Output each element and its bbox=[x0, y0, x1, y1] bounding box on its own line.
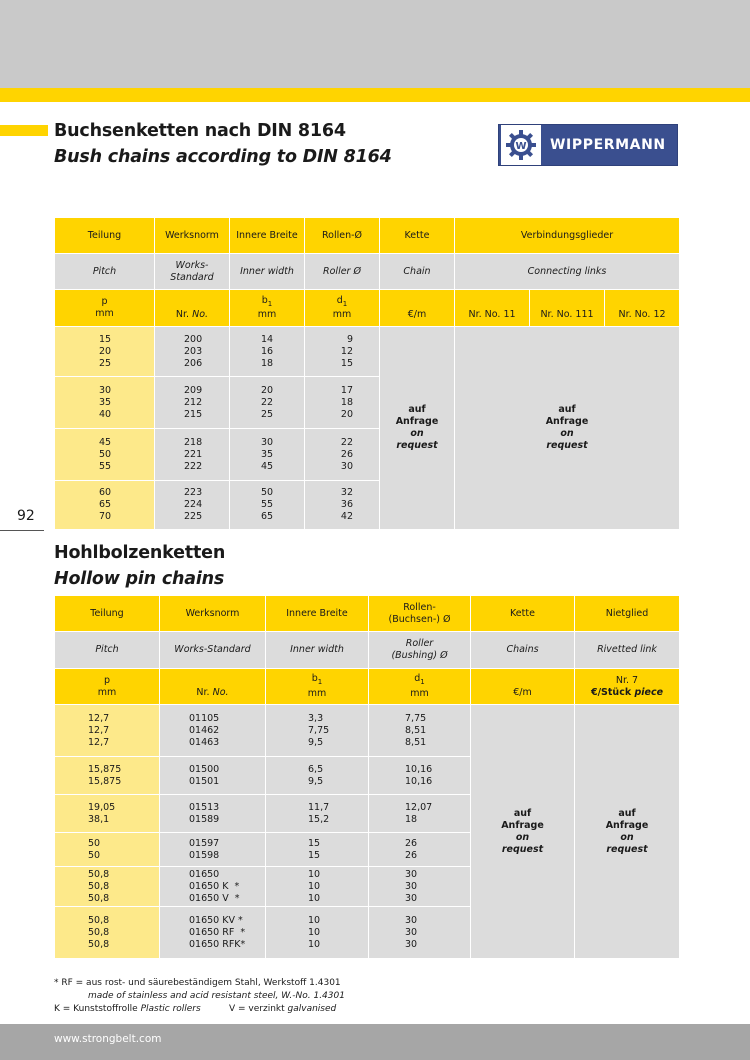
col-header: Inner width bbox=[266, 632, 369, 669]
top-yellow-bar bbox=[0, 88, 750, 102]
unit-link-111: Nr. No. 111 bbox=[530, 290, 605, 327]
wippermann-logo bbox=[498, 124, 678, 166]
col-header: Werksnorm bbox=[155, 218, 230, 254]
roller-cell: 12,07 18 bbox=[369, 795, 471, 833]
roller-cell: 22 26 30 bbox=[305, 429, 380, 481]
section2-title-en: Hollow pin chains bbox=[54, 569, 225, 589]
col-header: Roller (Bushing) Ø bbox=[369, 632, 471, 669]
footnote-line-1: * RF = aus rost- und säurebeständigem Stahl, Werkstoff 1.4301 bbox=[54, 978, 341, 988]
footnote-line-2: made of stainless and acid resistant steel, W.-No. 1.4301 bbox=[88, 991, 345, 1001]
width-cell: 14 16 18 bbox=[230, 327, 305, 377]
col-header: Kette bbox=[380, 218, 455, 254]
works-cell: 01513 01589 bbox=[160, 795, 266, 833]
unit-row bbox=[55, 290, 680, 327]
col-header: Werksnorm bbox=[160, 596, 266, 632]
col-header: Pitch bbox=[55, 254, 155, 290]
works-cell: 01650 KV * 01650 RF * 01650 RFK* bbox=[160, 907, 266, 959]
header-row-de bbox=[55, 596, 680, 632]
works-cell: 200 203 206 bbox=[155, 327, 230, 377]
pitch-cell: 50,8 50,8 50,8 bbox=[55, 867, 160, 907]
col-header: Chain bbox=[380, 254, 455, 290]
unit-pitch: p mm bbox=[55, 669, 160, 705]
width-cell: 30 35 45 bbox=[230, 429, 305, 481]
pitch-cell: 45 50 55 bbox=[55, 429, 155, 481]
header-row-en bbox=[55, 632, 680, 669]
col-header: Works-Standard bbox=[160, 632, 266, 669]
col-header: Rollen- (Buchsen-) Ø bbox=[369, 596, 471, 632]
title-marker bbox=[0, 125, 48, 136]
works-cell: 01597 01598 bbox=[160, 833, 266, 867]
width-cell: 11,7 15,2 bbox=[266, 795, 369, 833]
bush-chain-table bbox=[54, 217, 680, 530]
works-cell: 01105 01462 01463 bbox=[160, 705, 266, 757]
section2-title-de: Hohlbolzenketten bbox=[54, 543, 226, 563]
pitch-cell: 15,875 15,875 bbox=[55, 757, 160, 795]
footnote-line-3b: V = verzinkt galvanised bbox=[229, 1004, 337, 1014]
logo-text: WIPPERMANN bbox=[550, 137, 666, 153]
pitch-cell: 50,8 50,8 50,8 bbox=[55, 907, 160, 959]
col-header: Rollen-Ø bbox=[305, 218, 380, 254]
col-header: Roller Ø bbox=[305, 254, 380, 290]
works-cell: 01500 01501 bbox=[160, 757, 266, 795]
unit-link-11: Nr. No. 11 bbox=[455, 290, 530, 327]
unit-works: Nr. No. bbox=[160, 669, 266, 705]
pitch-cell: 60 65 70 bbox=[55, 481, 155, 530]
logo-emblem-letter: W bbox=[515, 141, 527, 152]
on-request-cell: auf Anfrage on request bbox=[471, 705, 575, 959]
roller-cell: 17 18 20 bbox=[305, 377, 380, 429]
on-request-cell: auf Anfrage on request bbox=[575, 705, 680, 959]
width-cell: 20 22 25 bbox=[230, 377, 305, 429]
unit-roller: $d_1$ mm bbox=[369, 669, 471, 705]
header-row-en bbox=[55, 254, 680, 290]
unit-width: $b_1$ mm bbox=[266, 669, 369, 705]
width-cell: 3,3 7,75 9,5 bbox=[266, 705, 369, 757]
hollow-pin-chain-table bbox=[54, 595, 680, 959]
works-cell: 218 221 222 bbox=[155, 429, 230, 481]
col-header: Pitch bbox=[55, 632, 160, 669]
works-standard-label: Works- Standard bbox=[170, 259, 214, 283]
works-cell: 223 224 225 bbox=[155, 481, 230, 530]
roller-cell: 7,75 8,51 8,51 bbox=[369, 705, 471, 757]
roller-cell: 10,16 10,16 bbox=[369, 757, 471, 795]
unit-works: Nr. No. bbox=[155, 290, 230, 327]
table-row bbox=[55, 327, 680, 377]
top-gray-band bbox=[0, 0, 750, 88]
pitch-cell: 50 50 bbox=[55, 833, 160, 867]
section1-title-de: Buchsenketten nach DIN 8164 bbox=[54, 121, 346, 141]
footer-url: www.strongbelt.com bbox=[54, 1033, 162, 1045]
page-number: 92 bbox=[17, 508, 35, 524]
unit-row bbox=[55, 669, 680, 705]
col-header: Teilung bbox=[55, 596, 160, 632]
unit-roller: $d_1$ mm bbox=[305, 290, 380, 327]
table-row bbox=[55, 705, 680, 757]
col-header: Nietglied bbox=[575, 596, 680, 632]
width-cell: 6,5 9,5 bbox=[266, 757, 369, 795]
col-header bbox=[155, 254, 230, 290]
pitch-cell: 30 35 40 bbox=[55, 377, 155, 429]
unit-link: Nr. 7 €/Stück piece bbox=[575, 669, 680, 705]
works-cell: 01650 01650 K * 01650 V * bbox=[160, 867, 266, 907]
width-cell: 10 10 10 bbox=[266, 907, 369, 959]
unit-link-12: Nr. No. 12 bbox=[605, 290, 680, 327]
pitch-cell: 15 20 25 bbox=[55, 327, 155, 377]
footnote-line-3: K = Kunststoffrolle Plastic rollers bbox=[54, 1004, 201, 1014]
col-header: Innere Breite bbox=[266, 596, 369, 632]
works-cell: 209 212 215 bbox=[155, 377, 230, 429]
pitch-cell: 12,7 12,7 12,7 bbox=[55, 705, 160, 757]
col-header: Rivetted link bbox=[575, 632, 680, 669]
roller-cell: 26 26 bbox=[369, 833, 471, 867]
unit-pitch: p mm bbox=[55, 290, 155, 327]
roller-cell: 32 36 42 bbox=[305, 481, 380, 530]
roller-cell: 9 12 15 bbox=[305, 327, 380, 377]
page-number-rule bbox=[0, 530, 44, 531]
header-row-de bbox=[55, 218, 680, 254]
width-cell: 10 10 10 bbox=[266, 867, 369, 907]
col-header: Chains bbox=[471, 632, 575, 669]
col-header: Innere Breite bbox=[230, 218, 305, 254]
col-header: Kette bbox=[471, 596, 575, 632]
col-header: Inner width bbox=[230, 254, 305, 290]
roller-cell: 30 30 30 bbox=[369, 867, 471, 907]
unit-width: $b_1$ mm bbox=[230, 290, 305, 327]
col-header: Teilung bbox=[55, 218, 155, 254]
on-request-cell: auf Anfrage on request bbox=[380, 327, 455, 530]
on-request-cell: auf Anfrage on request bbox=[455, 327, 680, 530]
width-cell: 50 55 65 bbox=[230, 481, 305, 530]
pitch-cell: 19,05 38,1 bbox=[55, 795, 160, 833]
col-header: Connecting links bbox=[455, 254, 680, 290]
width-cell: 15 15 bbox=[266, 833, 369, 867]
unit-chain: €/m bbox=[380, 290, 455, 327]
roller-cell: 30 30 30 bbox=[369, 907, 471, 959]
unit-chain: €/m bbox=[471, 669, 575, 705]
col-header: Verbindungsglieder bbox=[455, 218, 680, 254]
section1-title-en: Bush chains according to DIN 8164 bbox=[54, 147, 392, 167]
gear-emblem-icon bbox=[501, 125, 541, 165]
